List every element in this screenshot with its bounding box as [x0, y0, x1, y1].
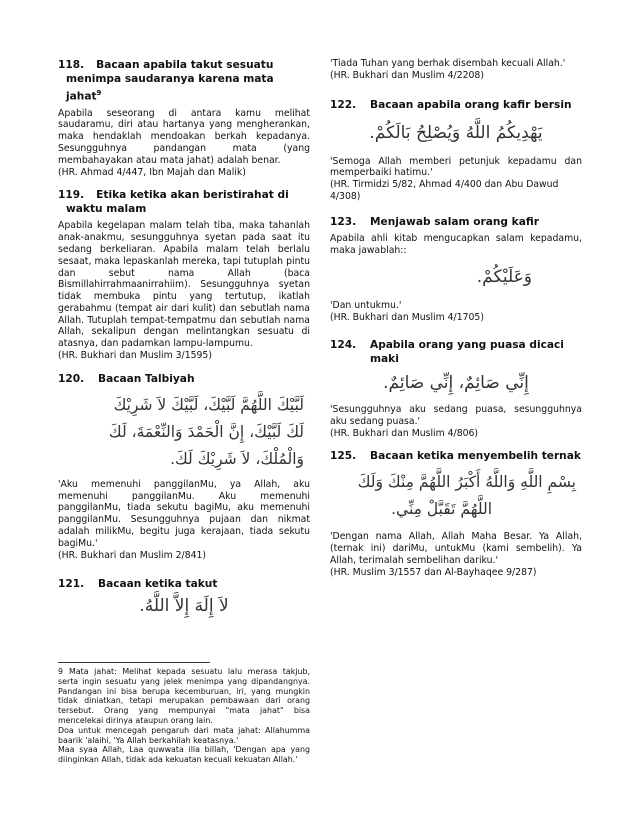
arabic-line: لَبَّيْكَ اللَّهُمَّ لَبَّيْكَ، لَبَّيْكَ لاَ شَرِيْكَ: [113, 395, 304, 414]
section-125: [330, 449, 582, 578]
section-heading: [58, 188, 310, 216]
left-column: [58, 58, 310, 629]
arabic-supplication: [330, 469, 582, 523]
section-heading: [330, 449, 582, 463]
arabic-line: لَكَ لَبَّيْكَ، إِنَّ الْحَمْدَ وَالنِّعْمَةَ، لَكَ: [108, 422, 304, 441]
right-column: [330, 58, 582, 589]
footnote-text: Maa syaa Allah, Laa quwwata illa billah, 'Dengan apa yang diinginkan Allah, tidak ada kekuatan kecuali kekuatan Allah.': [58, 745, 310, 765]
footnote-mark: 9: [58, 667, 64, 676]
section-intro: Apabila ahli kitab mengucapkan salam kepadamu, maka jawablah::: [330, 232, 582, 256]
section-121: [58, 577, 310, 619]
hadith-reference: (HR. Ahmad 4/447, Ibn Majah dan Malik): [58, 166, 246, 178]
arabic-line: وَالْمُلْكَ، لاَ شَرِيْكَ لَكَ.: [170, 449, 304, 468]
section-body: Apabila seseorang di antara kamu melihat saudaramu, diri atau hartanya yang mengherankan, maka hendaklah mendoakan berkah kepadanya. Sesungguhnya pandangan mata (yang membahayakan atau mata jahat) adalah benar.: [58, 107, 310, 166]
section-number: 125.: [330, 450, 357, 463]
arabic-line: بِسْمِ اللَّهِ وَاللَّهُ أَكْبَرُ اللَّهُمَّ مِنْكَ وَلَكَ: [357, 473, 576, 492]
section-number: 123.: [330, 215, 357, 228]
arabic-supplication: لاَ إِلَهَ إِلاَّ اللَّهُ.: [139, 596, 229, 617]
section-heading: [330, 98, 582, 112]
arabic-supplication: وَعَلَيْكُمْ.: [476, 267, 532, 288]
hadith-reference: (HR. Bukhari dan Muslim 3/1595): [58, 350, 212, 362]
arabic-supplication: إِنِّي صَائِمٌ، إِنِّي صَائِمٌ.: [383, 372, 529, 393]
section-heading: [58, 58, 310, 104]
translation: 'Aku memenuhi panggilanMu, ya Allah, aku memenuhi panggilanMu. Aku memenuhi panggilanMu, tiada sekutu bagiMu, aku memenuhi panggilanMu. Sesungguhnya pujaan dan nikmat adalah milikMu, begitu juga kerajaan, tiada sekutu bagiMu.': [58, 478, 310, 549]
section-number: 122.: [330, 98, 357, 111]
footnote-reference[interactable]: 9: [96, 89, 102, 97]
arabic-supplication: [58, 392, 310, 473]
footnote-text: Doa untuk mencegah pengaruh dari mata jahat: Allahumma baarik 'alaihi, 'Ya Allah berkahilah keatasnya.': [58, 725, 310, 745]
section-body: Apabila kegelapan malam telah tiba, maka tahanlah anak-anakmu, sesungguhnya syetan pada saat itu sedang berkeliaran. Apabila malam telah berlalu sesaat, maka lepaskanlah mereka, tapi tutuplah pintu dan sebut nama Allah (baca Bismillahirrahmaanirrahiim). Sesungguhnya syetan tidak membuka pintu yang tertutup, ikatlah gerabahmu (tempat air dari kulit) dan sebutlah nama Allah. Tutuplah tempat-tempatmu dan sebutlah nama Allah, sekalipun dengan melintangkan sesuatu di atasnya, dan padamkan lampu-lampumu.: [58, 220, 310, 350]
section-heading: [330, 338, 582, 366]
section-title: Menjawab salam orang kafir: [370, 215, 539, 228]
translation: 'Semoga Allah memberi petunjuk kepadamu dan memperbaiki hatimu.': [330, 155, 582, 179]
section-number: 119.: [58, 189, 85, 202]
arabic-supplication: يَهْدِيكُمُ اللَّهُ وَيُصْلِحُ بَالَكُمْ.: [369, 122, 543, 143]
section-121-continued: [330, 58, 582, 82]
translation: 'Tiada Tuhan yang berhak disembah kecuali Allah.': [330, 58, 566, 69]
hadith-reference: (HR. Bukhari dan Muslim 4/2208): [330, 69, 484, 81]
section-124: [330, 338, 582, 439]
section-122: [330, 98, 582, 203]
section-118: [58, 58, 310, 178]
section-number: 120.: [58, 372, 85, 385]
translation: 'Dengan nama Allah, Allah Maha Besar. Ya Allah, (ternak ini) dariMu, untukMu (kami sembelih). Ya Allah, terimalah sembelihan dariku.': [330, 531, 582, 566]
translation: 'Sesungguhnya aku sedang puasa, sesungguhnya aku sedang puasa.': [330, 403, 582, 427]
section-heading: [330, 215, 582, 229]
section-number: 118.: [58, 59, 85, 71]
section-title: Bacaan apabila orang kafir bersin: [370, 98, 572, 111]
section-heading: [58, 577, 310, 591]
footnote-text: Mata jahat: Melihat kepada sesuatu lalu merasa takjub, serta ingin sesuatu yang jelek menimpa yang dipandangnya. Pandangan ini bisa berupa kecemburuan, iri, yang mungkin tidak diniatkan, tetapi merupakan pembawaan dari orang tersebut. Orang yang mempunyai "mata jahat" bisa mencelekai dirinya ataupun orang lain.: [58, 667, 310, 725]
section-title: Bacaan ketika menyembelih ternak: [370, 450, 581, 463]
hadith-reference: (HR. Tirmidzi 5/82, Ahmad 4/400 dan Abu Dawud 4/308): [330, 179, 559, 202]
section-title: Bacaan apabila takut sesuatu menimpa saudaranya karena mata jahat: [66, 59, 274, 103]
footnote: [58, 667, 310, 765]
section-title: Bacaan ketika takut: [98, 578, 218, 591]
hadith-reference: (HR. Bukhari dan Muslim 4/806): [330, 427, 479, 439]
hadith-reference: (HR. Bukhari dan Muslim 2/841): [58, 549, 207, 561]
section-title: Bacaan Talbiyah: [98, 372, 195, 385]
translation: 'Dan untukmu.': [330, 300, 402, 312]
section-119: [58, 188, 310, 362]
section-heading: [58, 372, 310, 386]
section-number: 124.: [330, 338, 357, 351]
hadith-reference: (HR. Bukhari dan Muslim 4/1705): [330, 312, 484, 324]
section-title: Apabila orang yang puasa dicaci maki: [370, 338, 564, 365]
footnote-divider: [58, 662, 210, 663]
section-title: Etika ketika akan beristirahat di waktu malam: [66, 189, 289, 216]
hadith-reference: (HR. Muslim 3/1557 dan Al-Bayhaqee 9/287): [330, 566, 537, 578]
arabic-line: اللَّهُمَّ تَقَبَّلْ مِنِّي.: [391, 500, 492, 519]
section-number: 121.: [58, 578, 85, 591]
section-123: [330, 215, 582, 324]
section-120: [58, 372, 310, 562]
